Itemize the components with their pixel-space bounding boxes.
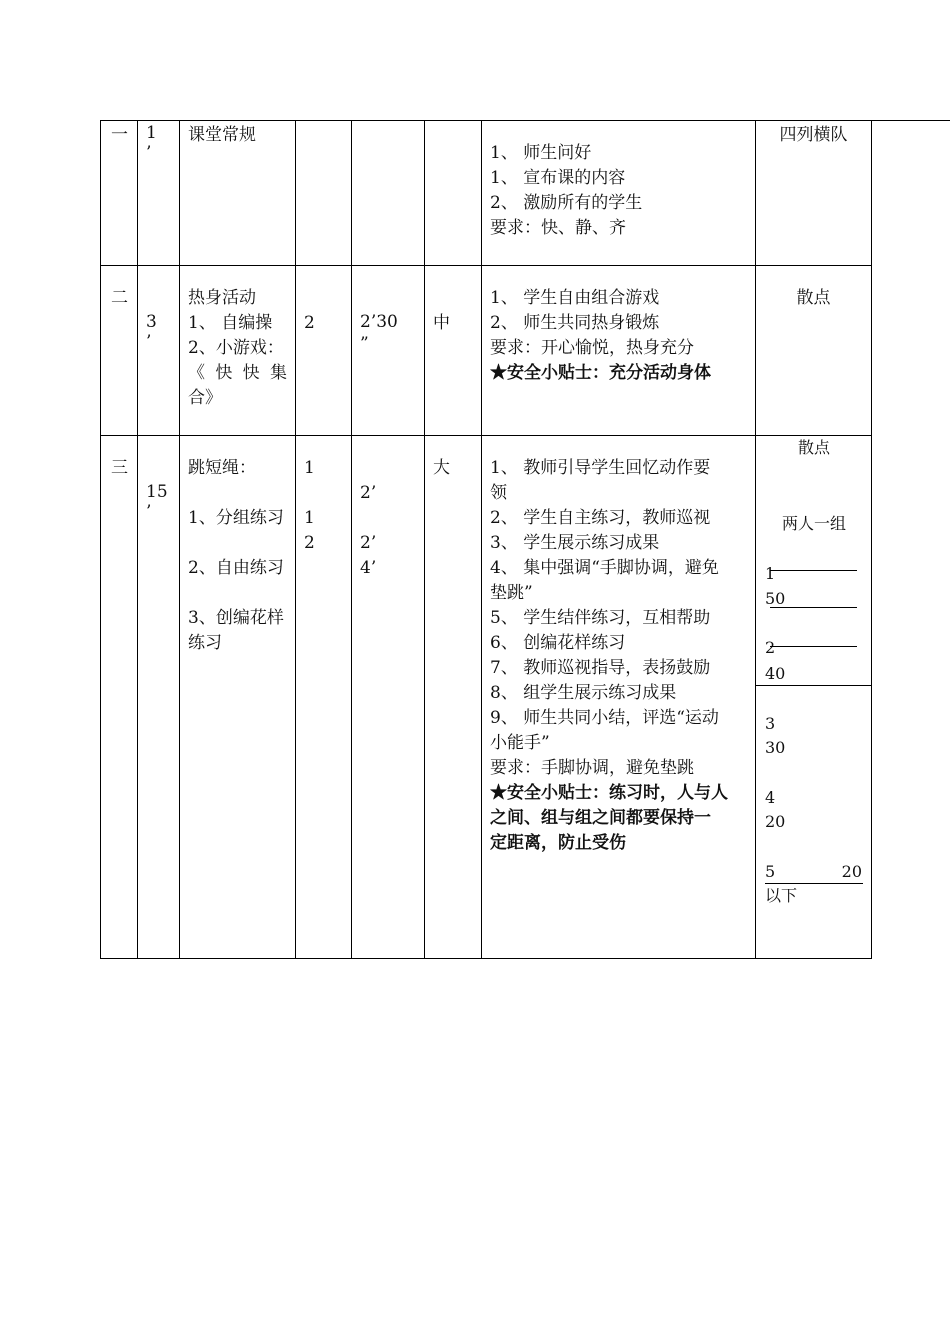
table-row [101,436,872,959]
method-cell: 1、 师生问好 1、 宣布课的内容 2、 激励所有的学生 要求：快、静、齐 [482,121,756,266]
duration-cell: 2’ 2’ 4’ [352,436,425,959]
section-cell: 二 [101,266,138,436]
times-cell: 2 [296,266,352,436]
safety-tip: ★安全小贴士：充分活动身体 [490,363,711,383]
top-rule [870,120,950,121]
group-diagram: 散点 两人一组 1 50 2 40 3 30 4 20 5 20 以下 [756,436,871,958]
safety-tip: ★安全小贴士：练习时，人与人 之间、组与组之间都要保持一 定距离，防止受伤 [490,783,728,853]
intensity-cell: 大 [425,436,482,959]
time-cell: 1 ’ [138,121,180,266]
method-cell: 1、 学生自由组合游戏 2、 师生共同热身锻炼 要求：开心愉悦，热身充分 ★安全小贴士：充分活动身体 [482,266,756,436]
times-cell [296,121,352,266]
content-cell: 跳短绳： 1、分组练习 2、自由练习 3、创编花样 练习 [180,436,296,959]
formation-cell: 四列横队 [756,121,872,266]
method-cell: 1、 教师引导学生回忆动作要 领 2、 学生自主练习，教师巡视 3、 学生展示练习成果 4、 集中强调“手脚协调，避免 垫跳” 5、 学生结伴练习，互相帮助 6、 创编花样练习 7、 教师巡视指导，表扬鼓励 8、 组学生展示练习成果 9、 师生共同小结，评选“运动 小能手” 要求：手脚协调，避免垫跳 ★安全小贴士：练习时，人与人 之间、组与组之间都要保持一 定距离，防止受伤 [482,436,756,959]
intensity-cell: 中 [425,266,482,436]
table-row [101,121,872,266]
duration-cell [352,121,425,266]
section-cell: 一 [101,121,138,266]
time-cell: 3 ’ [138,266,180,436]
content-cell: 热身活动 1、 自编操 2、小游戏： 《快快集 合》 [180,266,296,436]
section-cell: 三 [101,436,138,959]
times-cell: 1 1 2 [296,436,352,959]
table-row [101,266,872,436]
lesson-plan-table [100,120,872,959]
formation-cell: 散点 [756,266,872,436]
formation-cell [756,436,872,959]
duration-cell: 2’30 ” [352,266,425,436]
intensity-cell [425,121,482,266]
time-cell: 15 ’ [138,436,180,959]
content-cell: 课堂常规 [180,121,296,266]
